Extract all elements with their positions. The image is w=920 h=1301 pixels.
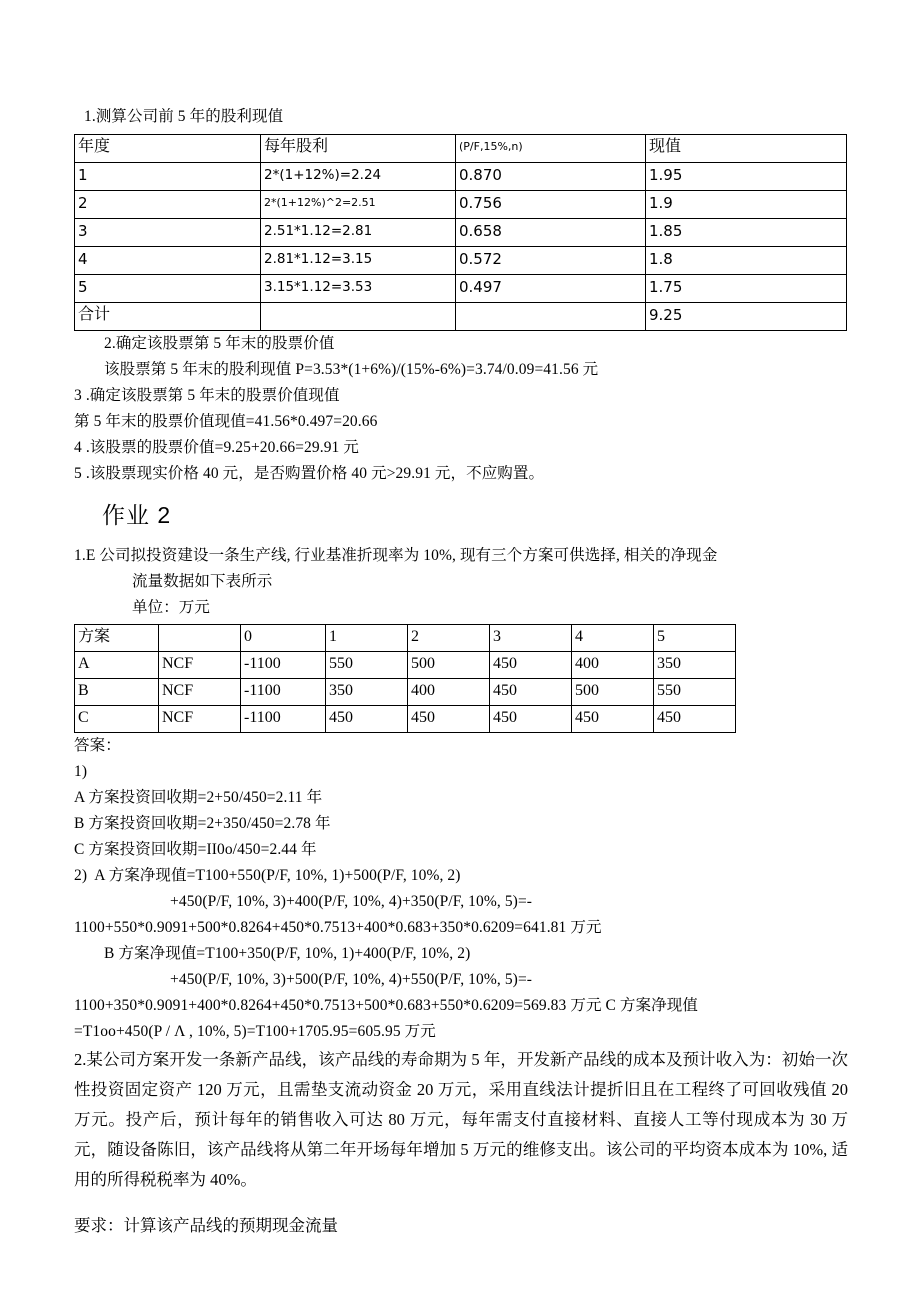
table-header-cell-year-4: 4 (572, 625, 654, 652)
cell-total-presentvalue: 9.25 (646, 303, 847, 331)
cell-factor: 0.497 (456, 275, 646, 303)
section-heading-homework-2: 作业 2 (102, 502, 172, 528)
cell-metric: NCF (159, 706, 241, 733)
question-2-body: 2.某公司方案开发一条新产品线，该产品线的寿命期为 5 年，开发新产品线的成本及预计收入为：初始一次性投资固定资产 120 万元，且需垫支流动资金 20 万元，采用直线法计提折旧且在工程终了可回收残值 20 万元。投产后，预计每年的销售收入可达 80 万元，每年需支付直接材料、直接人工等付现成本为 30 万元，随设备陈旧，该产品线将从第二年开场每年增加 5 万元的维修支出。该公司的平均资本成本为 10%, 适用的所得税税率为 40%。 (74, 1050, 848, 1189)
step2-body: 该股票第 5 年末的股利现值 P=3.53*(1+6%)/(15%-6%)=3.74/0.09=41.56 元 (104, 361, 599, 378)
cell-presentvalue: 1.95 (646, 163, 847, 191)
unit-label: 单位：万元 (132, 599, 211, 616)
cell-metric: NCF (159, 679, 241, 706)
payback-period-c: C 方案投资回收期=II0o/450=2.44 年 (74, 841, 317, 858)
payback-period-a: A 方案投资回收期=2+50/450=2.11 年 (74, 789, 323, 806)
npv-a-line-3: 1100+550*0.9091+500*0.8264+450*0.7513+400*0.683+350*0.6209=641.81 万元 (74, 919, 602, 936)
table-row (75, 652, 736, 679)
payback-period-b: B 方案投资回收期=2+350/450=2.78 年 (74, 815, 331, 832)
cell-factor: 0.870 (456, 163, 646, 191)
cell-total-blank-2 (456, 303, 646, 331)
cell-year-1: 350 (326, 679, 408, 706)
cell-year-2: 400 (408, 679, 490, 706)
net-cash-flow-table (74, 624, 736, 733)
cell-year-0: -1100 (241, 706, 326, 733)
table-header-row (75, 135, 847, 163)
document-content (74, 104, 848, 1241)
question-1-line-1: 1.E 公司拟投资建设一条生产线, 行业基准折现率为 10%, 现有三个方案可供选择, 相关的净现金 (74, 547, 718, 564)
table-row (75, 247, 847, 275)
cell-year-1: 550 (326, 652, 408, 679)
cell-plan: C (75, 706, 159, 733)
cell-factor: 0.572 (456, 247, 646, 275)
cell-year-0: -1100 (241, 679, 326, 706)
table-row (75, 706, 736, 733)
cell-dividend: 2.51*1.12=2.81 (261, 219, 456, 247)
cell-year-4: 450 (572, 706, 654, 733)
cell-year-2: 450 (408, 706, 490, 733)
cell-total-label: 合计 (75, 303, 261, 331)
table-header-cell-year-5: 5 (654, 625, 736, 652)
cell-metric: NCF (159, 652, 241, 679)
step4-line: 4 .该股票的股票价值=9.25+20.66=29.91 元 (74, 439, 359, 456)
step1-title: 1.测算公司前 5 年的股利现值 (84, 108, 284, 125)
cell-year-4: 500 (572, 679, 654, 706)
cell-year: 5 (75, 275, 261, 303)
cell-year: 2 (75, 191, 261, 219)
step3-title: 3 .确定该股票第 5 年末的股票价值现值 (74, 387, 340, 404)
table-header-cell-year-2: 2 (408, 625, 490, 652)
cell-dividend: 2.81*1.12=3.15 (261, 247, 456, 275)
cell-factor: 0.756 (456, 191, 646, 219)
cell-year-5: 450 (654, 706, 736, 733)
cell-year-3: 450 (490, 679, 572, 706)
npv-b-line-2: +450(P/F, 10%, 3)+500(P/F, 10%, 4)+550(P/F, 10%, 5)=- (170, 971, 533, 988)
cell-presentvalue: 1.9 (646, 191, 847, 219)
table-header-cell-year: 年度 (75, 135, 261, 163)
dividend-present-value-table (74, 134, 847, 331)
npv-b-line-3: 1100+350*0.9091+400*0.8264+450*0.7513+500*0.683+550*0.6209=569.83 万元 C 方案净现值 (74, 997, 698, 1014)
step5-line: 5 .该股票现实价格 40 元，是否购置价格 40 元>29.91 元，不应购置。 (74, 465, 545, 482)
requirement-spacer (74, 1195, 848, 1211)
cell-year-2: 500 (408, 652, 490, 679)
question-1-line-2: 流量数据如下表所示 (132, 573, 273, 590)
cell-year-3: 450 (490, 706, 572, 733)
cell-year-3: 450 (490, 652, 572, 679)
step3-body: 第 5 年末的股票价值现值=41.56*0.497=20.66 (74, 413, 378, 430)
npv-a-line-1: 2) A 方案净现值=T100+550(P/F, 10%, 1)+500(P/F, 10%, 2) (74, 867, 461, 884)
cell-year-5: 550 (654, 679, 736, 706)
npv-a-line-2: +450(P/F, 10%, 3)+400(P/F, 10%, 4)+350(P/F, 10%, 5)=- (170, 893, 533, 910)
table-row (75, 219, 847, 247)
cell-plan: B (75, 679, 159, 706)
table-total-row (75, 303, 847, 331)
cell-dividend: 2*(1+12%)=2.24 (261, 163, 456, 191)
step2-title: 2.确定该股票第 5 年末的股票价值 (104, 335, 335, 352)
npv-b-line-1: B 方案净现值=T100+350(P/F, 10%, 1)+400(P/F, 10%, 2) (104, 945, 471, 962)
cell-year-4: 400 (572, 652, 654, 679)
section-spacer (74, 487, 848, 495)
table-header-cell-year-1: 1 (326, 625, 408, 652)
answer-label: 答案： (74, 737, 121, 754)
table-row (75, 191, 847, 219)
requirement-line: 要求：计算该产品线的预期现金流量 (74, 1216, 338, 1235)
table-header-cell-blank (159, 625, 241, 652)
cell-dividend: 2*(1+12%)^2=2.51 (261, 191, 456, 219)
table-header-cell-dividend: 每年股利 (261, 135, 456, 163)
table-header-row (75, 625, 736, 652)
cell-presentvalue: 1.75 (646, 275, 847, 303)
table-row (75, 679, 736, 706)
cell-factor: 0.658 (456, 219, 646, 247)
table-header-cell-plan: 方案 (75, 625, 159, 652)
cell-dividend: 3.15*1.12=3.53 (261, 275, 456, 303)
cell-year: 1 (75, 163, 261, 191)
table-header-cell-year-0: 0 (241, 625, 326, 652)
cell-presentvalue: 1.8 (646, 247, 847, 275)
table-row (75, 163, 847, 191)
cell-presentvalue: 1.85 (646, 219, 847, 247)
cell-year-0: -1100 (241, 652, 326, 679)
table-header-cell-factor: (P/F,15%,n) (456, 135, 646, 163)
table-header-cell-presentvalue: 现值 (646, 135, 847, 163)
table-row (75, 275, 847, 303)
cell-year: 3 (75, 219, 261, 247)
cell-total-blank-1 (261, 303, 456, 331)
heading-spacer (74, 535, 848, 543)
npv-c-line: =T1oo+450(P / Λ , 10%, 5)=T100+1705.95=605.95 万元 (74, 1023, 436, 1040)
table-header-cell-year-3: 3 (490, 625, 572, 652)
cell-plan: A (75, 652, 159, 679)
answer-part-1-label: 1) (74, 763, 88, 780)
cell-year-5: 350 (654, 652, 736, 679)
cell-year-1: 450 (326, 706, 408, 733)
cell-year: 4 (75, 247, 261, 275)
